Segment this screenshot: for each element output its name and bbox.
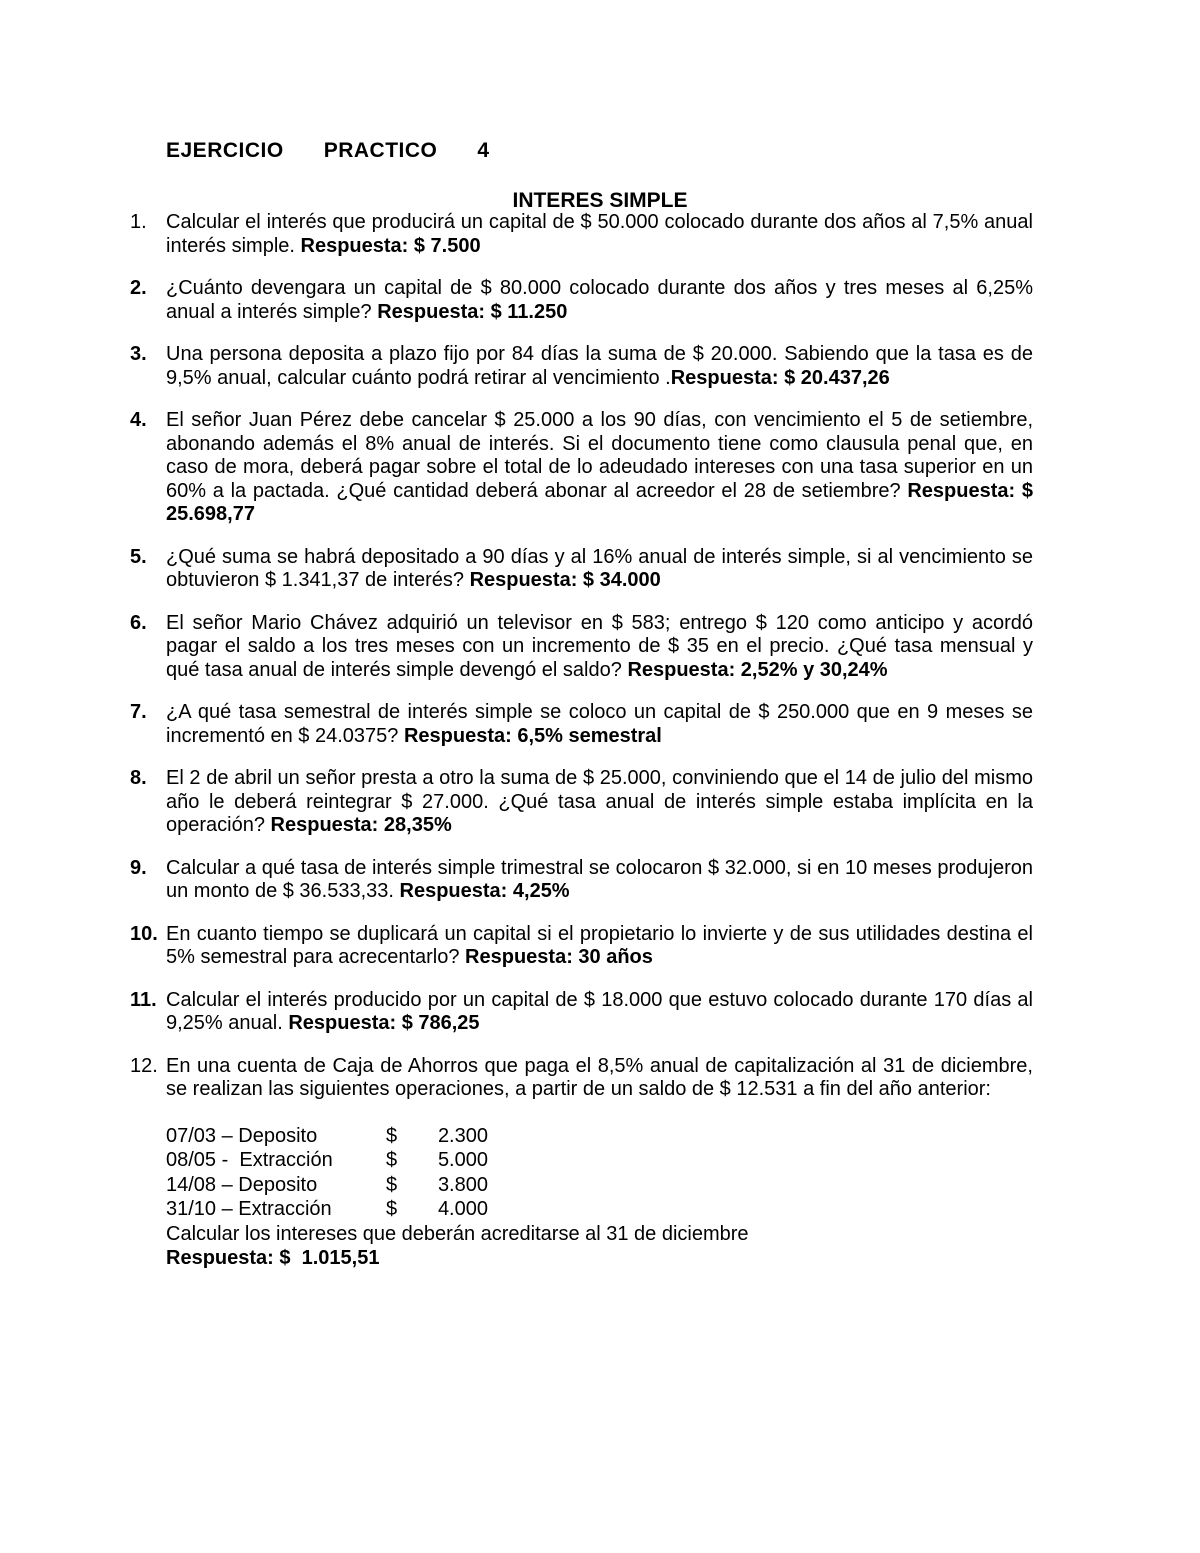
exercise-text: El 2 de abril un señor presta a otro la suma de $ 25.000, conviniendo que el 14 de julio del mismo año le deberá reintegrar $ 27.000. ¿Qué tasa anual de interés simple estaba implícita en la operación? (166, 767, 1033, 836)
exercise-text: El señor Juan Pérez debe cancelar $ 25.000 a los 90 días, con vencimiento el 5 de setiembre, abonando además el 8% anual de interés. Si el documento tiene como clausula penal que, en caso de mora, deberá pagar sobre el total de lo adeudado intereses con una tasa superior en un 60% a la pactada. ¿Qué cantidad deberá abonar al acreedor el 28 de setiembre? (166, 409, 1033, 502)
operation-amount: 4.000 (437, 1198, 488, 1220)
exercise-item-4 (130, 409, 1033, 527)
exercise-number: 7. (130, 701, 147, 723)
exercise-item-6 (130, 612, 1033, 683)
exercise-item-5 (130, 546, 1033, 593)
exercise-item-2 (130, 277, 1033, 324)
operation-currency: $ (386, 1198, 398, 1220)
exercise-answer: Respuesta: $ 34.000 (469, 569, 661, 591)
exercise-number: 5. (130, 545, 147, 568)
exercise-text: ¿Qué suma se habrá depositado a 90 días y al 16% anual de interés simple, si al vencimiento se obtuvieron $ 1.341,37 de interés? (166, 545, 1033, 591)
section-heading: INTERES SIMPLE (512, 189, 688, 212)
exercise-text: En una cuenta de Caja de Ahorros que paga el 8,5% anual de capitalización al 31 de diciembre, se realizan las siguientes operaciones, a partir de un saldo de $ 12.531 a fin del año anterior: (166, 1054, 1033, 1100)
exercise-answer: Respuesta: $ 25.698,77 (166, 479, 1033, 525)
exercise-item-7 (130, 701, 1033, 748)
operation-currency: $ (386, 1149, 398, 1171)
exercise-item-10 (130, 923, 1033, 970)
exercise-answer: Respuesta: $ 1.015,51 (166, 1246, 380, 1269)
exercise-answer: Respuesta: 4,25% (399, 880, 570, 902)
exercise-text: Calcular a qué tasa de interés simple trimestral se colocaron $ 32.000, si en 10 meses produjeron un monto de $ 36.533,33. (166, 856, 1033, 902)
operation-description: 14/08 – Deposito (166, 1173, 318, 1196)
exercise-text: ¿Cuánto devengara un capital de $ 80.000 colocado durante dos años y tres meses al 6,25% anual a interés simple? (166, 277, 1033, 323)
exercise-answer: Respuesta: $ 20.437,26 (670, 366, 890, 389)
operation-row (166, 1148, 1033, 1173)
exercise-item-12 (130, 1055, 1033, 1270)
exercise-answer: Respuesta: 6,5% semestral (403, 724, 662, 747)
exercise-answer: Respuesta: 30 años (465, 946, 653, 968)
exercise-number: 11. (130, 988, 157, 1011)
exercise-number: 1. (130, 211, 147, 233)
exercise-text: Calcular el interés que producirá un capital de $ 50.000 colocado durante dos años al 7,5% anual interés simple. (166, 211, 1033, 257)
exercise-text: Calcular el interés producido por un capital de $ 18.000 que estuvo colocado durante 170 días al 9,25% anual. (166, 988, 1033, 1034)
operation-description: 07/03 – Deposito (166, 1124, 318, 1147)
operation-amount: 3.800 (437, 1173, 488, 1196)
exercise-text: En cuanto tiempo se duplicará un capital si el propietario lo invierte y de sus utilidades destina el 5% semestral para acrecentarlo? (166, 922, 1033, 968)
exercise-answer: Respuesta: 2,52% y 30,24% (627, 658, 888, 681)
exercise-number: 12. (130, 1054, 158, 1077)
exercise-number: 3. (130, 343, 147, 365)
exercise-number: 2. (130, 277, 147, 299)
exercise-item-8 (130, 767, 1033, 838)
exercise-answer: Respuesta: $ 11.250 (377, 300, 568, 323)
operation-description: 08/05 - Extracción (166, 1149, 333, 1171)
operation-amount: 5.000 (437, 1149, 488, 1171)
exercise-text: Una persona deposita a plazo fijo por 84 días la suma de $ 20.000. Sabiendo que la tasa es de 9,5% anual, calcular cuánto podrá retirar al vencimiento . (166, 343, 1033, 389)
exercise-item-3 (130, 343, 1033, 390)
exercise-number: 10. (130, 922, 158, 945)
page-title: EJERCICIO PRACTICO 4 (166, 139, 490, 162)
operation-currency: $ (386, 1124, 398, 1147)
exercise-item-1 (130, 211, 1033, 258)
exercise-question: Calcular los intereses que deberán acreditarse al 31 de diciembre (166, 1222, 749, 1245)
exercise-number: 8. (130, 767, 147, 789)
operation-description: 31/10 – Extracción (166, 1198, 332, 1220)
exercise-text: ¿A qué tasa semestral de interés simple se coloco un capital de $ 250.000 que en 9 meses se incrementó en $ 24.0375? (166, 701, 1033, 747)
operation-row (166, 1197, 1033, 1222)
operation-row (166, 1124, 1033, 1149)
operation-amount: 2.300 (437, 1124, 488, 1147)
exercise-item-11 (130, 989, 1033, 1036)
operation-currency: $ (386, 1173, 398, 1196)
exercise-answer: Respuesta: 28,35% (270, 814, 452, 836)
exercise-text: El señor Mario Chávez adquirió un televisor en $ 583; entrego $ 120 como anticipo y acordó pagar el saldo a los tres meses con un incremento de $ 35 en el precio. ¿Qué tasa mensual y qué tasa anual de interés simple devengó el saldo? (166, 611, 1033, 681)
exercise-answer: Respuesta: $ 786,25 (288, 1012, 480, 1034)
exercise-number: 6. (130, 611, 147, 634)
operation-row (166, 1173, 1033, 1198)
exercise-list (130, 211, 1033, 1289)
exercise-item-9 (130, 857, 1033, 904)
exercise-number: 4. (130, 409, 147, 431)
exercise-answer: Respuesta: $ 7.500 (300, 234, 481, 257)
operations-list (166, 1124, 1033, 1270)
exercise-number: 9. (130, 856, 147, 879)
